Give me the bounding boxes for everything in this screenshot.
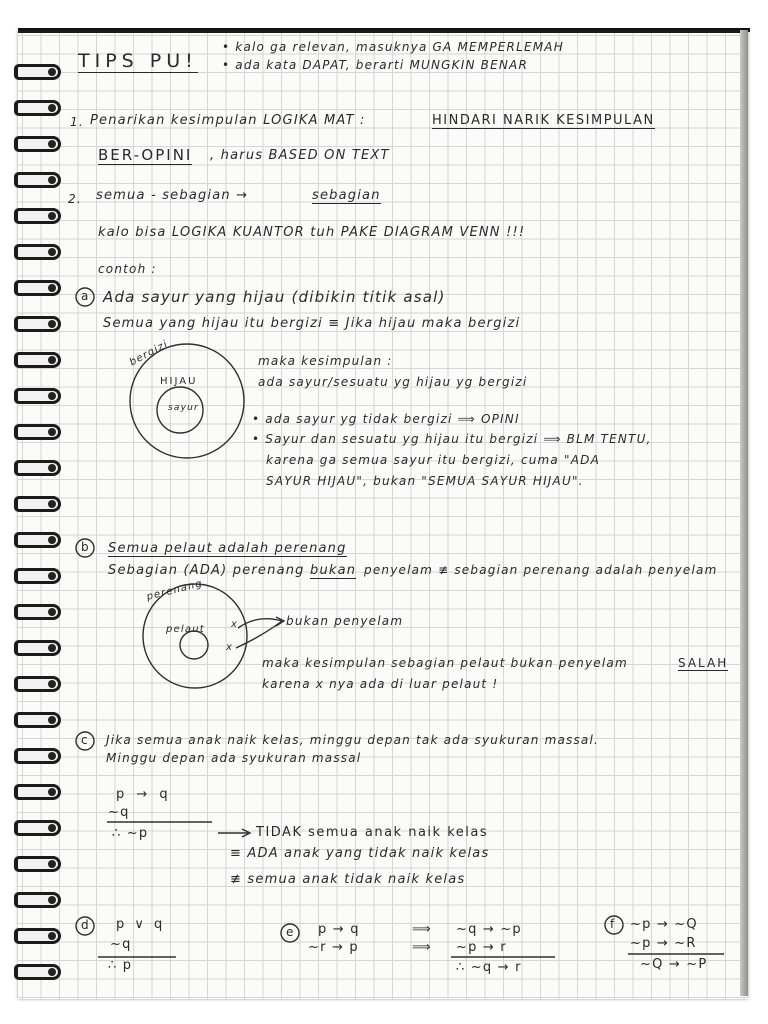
premise: ~q xyxy=(110,937,132,952)
ex-b-bukan: bukan xyxy=(310,563,357,578)
bullet-text: karena ga semua sayur itu bergizi, cuma "ADA xyxy=(266,453,600,467)
conclusion: ∴ ~p xyxy=(112,826,149,841)
premise: ~p → r xyxy=(456,940,507,955)
marker-letter: e xyxy=(286,925,295,939)
ex-a-line1: Ada sayur yang hijau (dibikin titik asal) xyxy=(103,288,446,306)
ex-b-line2: Sebagian (ADA) perenang xyxy=(108,563,305,578)
marker-letter: f xyxy=(610,917,616,931)
item2-sebagian: sebagian xyxy=(312,188,381,203)
venn-label: perenang xyxy=(145,578,204,603)
x-mark: x xyxy=(231,619,237,630)
bullet-text: • ada sayur yg tidak bergizi ⟹ OPINI xyxy=(252,412,520,426)
premise: ~q xyxy=(108,805,130,820)
item1-text: , harus BASED ON TEXT xyxy=(210,148,390,163)
item-number: 2. xyxy=(68,192,82,206)
arrow-label: bukan penyelam xyxy=(286,614,404,628)
marker-letter: b xyxy=(81,540,90,554)
venn-label: bergizi xyxy=(127,338,171,369)
premise: p ∨ q xyxy=(116,917,166,932)
conclusion: ∴ ~q → r xyxy=(456,960,522,975)
conclusion-text: maka kesimpulan sebagian pelaut bukan penyelam xyxy=(262,656,628,670)
contoh-label: contoh : xyxy=(98,262,157,276)
item1-highlight: HINDARI NARIK KESIMPULAN xyxy=(432,113,655,128)
item2-text: kalo bisa LOGIKA KUANTOR tuh PAKE DIAGRAM VENN !!! xyxy=(98,225,526,240)
page-title: TIPS PU! xyxy=(78,50,198,72)
implies-arrow: ⟹ xyxy=(412,940,432,955)
premise: ~r → p xyxy=(308,940,359,955)
result-text: ≢ semua anak tidak naik kelas xyxy=(230,872,466,887)
conclusion-label: maka kesimpulan : xyxy=(258,354,393,368)
ex-c-line2: Minggu depan ada syukuran massal xyxy=(106,751,362,765)
premise: p → q xyxy=(116,787,172,802)
premise: ~q → ~p xyxy=(456,922,522,937)
marker-letter: c xyxy=(81,733,89,747)
ex-b-line1: Semua pelaut adalah perenang xyxy=(108,541,347,556)
item1-text: Penarikan kesimpulan LOGIKA MAT : xyxy=(90,113,366,128)
conclusion-text: karena x nya ada di luar pelaut ! xyxy=(262,677,499,691)
result-text: TIDAK semua anak naik kelas xyxy=(256,825,489,840)
tip-line: • kalo ga relevan, masuknya GA MEMPERLEMAH xyxy=(222,40,564,54)
venn-inner-circle xyxy=(180,631,208,659)
marker-letter: a xyxy=(81,289,90,303)
bullet-text: • Sayur dan sesuatu yg hijau itu bergizi ⟹ BLM TENTU, xyxy=(252,432,652,446)
conclusion-text: ada sayur/sesuatu yg hijau yg bergizi xyxy=(258,375,528,389)
venn-label: pelaut xyxy=(166,624,205,635)
conclusion-salah: SALAH xyxy=(678,656,729,670)
ex-a-line2: Semua yang hijau itu bergizi ≡ Jika hijau maka bergizi xyxy=(103,316,521,331)
item-number: 1. xyxy=(70,115,84,129)
venn-label: sayur xyxy=(168,403,199,413)
item2-text: semua - sebagian → xyxy=(96,188,249,203)
result-text: ≡ ADA anak yang tidak naik kelas xyxy=(230,846,490,861)
tip-line: • ada kata DAPAT, berarti MUNGKIN BENAR xyxy=(222,58,528,72)
conclusion: ~Q → ~P xyxy=(640,957,708,972)
x-mark: x xyxy=(226,642,232,653)
premise: ~p → ~R xyxy=(630,936,697,951)
conclusion: ∴ p xyxy=(108,958,133,973)
premise: ~p → ~Q xyxy=(630,917,698,932)
ex-c-line1: Jika semua anak naik kelas, minggu depan tak ada syukuran massal. xyxy=(106,733,600,747)
venn-label: HIJAU xyxy=(160,376,198,387)
item1-opini: BER-OPINI xyxy=(98,146,193,164)
implies-arrow: ⟹ xyxy=(412,922,432,937)
bullet-text: SAYUR HIJAU", bukan "SEMUA SAYUR HIJAU". xyxy=(266,474,584,488)
ex-b-line2: penyelam ≢ sebagian perenang adalah penyelam xyxy=(364,563,718,577)
marker-letter: d xyxy=(81,918,90,932)
arrow-head xyxy=(276,617,284,626)
premise: p → q xyxy=(318,922,360,937)
venn-outer-circle xyxy=(130,344,244,458)
